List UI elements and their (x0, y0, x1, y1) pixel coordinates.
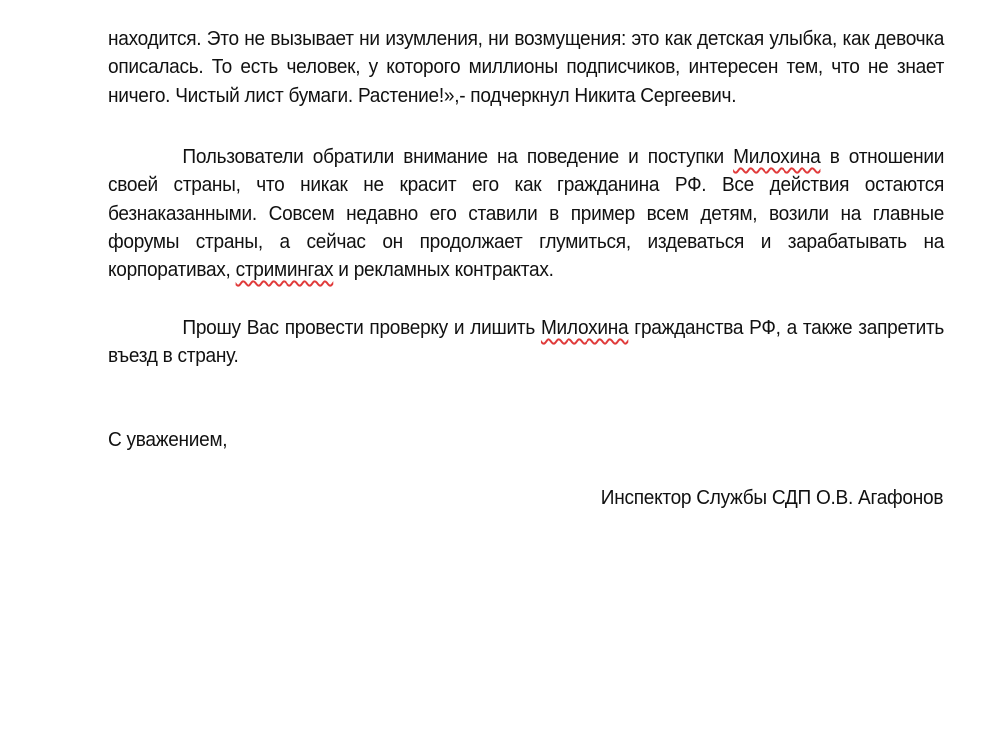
spellcheck-flagged-word[interactable]: стримингах (235, 258, 334, 282)
closing-regards: С уважением, (108, 428, 228, 451)
paragraph-text: Пользователи обратили внимание на поведение и поступки (182, 145, 734, 168)
paragraph-text: в отношении своей страны, что никак не красит его как гражданина РФ. Все действия остаются безнаказанными. Совсем недавно его ставили в пример всем детям, возили на главные форумы страны, а сейчас он продолжает глумиться, издеваться и зарабатывать на корпоративах, (108, 145, 945, 282)
paragraph-text: гражданства РФ, а также запретить въезд в страну. (108, 316, 945, 368)
paragraph-continuation: находится. Это не вызывает ни изумления, ни возмущения: это как детская улыбка, как девочка описалась. То есть человек, у которого миллионы подписчиков, интересен тем, что не знает ничего. Чистый лист бумаги. Растение!»,- подчеркнул Никита Сергеевич. (108, 27, 945, 107)
spellcheck-flagged-word[interactable]: Милохина (733, 145, 821, 168)
spellcheck-flagged-word[interactable]: Милохина (540, 316, 629, 339)
paragraph-text: и рекламных контрактах. (333, 258, 554, 282)
paragraph-text: Прошу Вас провести проверку и лишить (182, 316, 541, 339)
signature-line: Инспектор Службы СДП О.В. Агафонов (600, 486, 943, 509)
paragraph-request (108, 314, 944, 371)
paragraph-users-attention (108, 143, 944, 284)
